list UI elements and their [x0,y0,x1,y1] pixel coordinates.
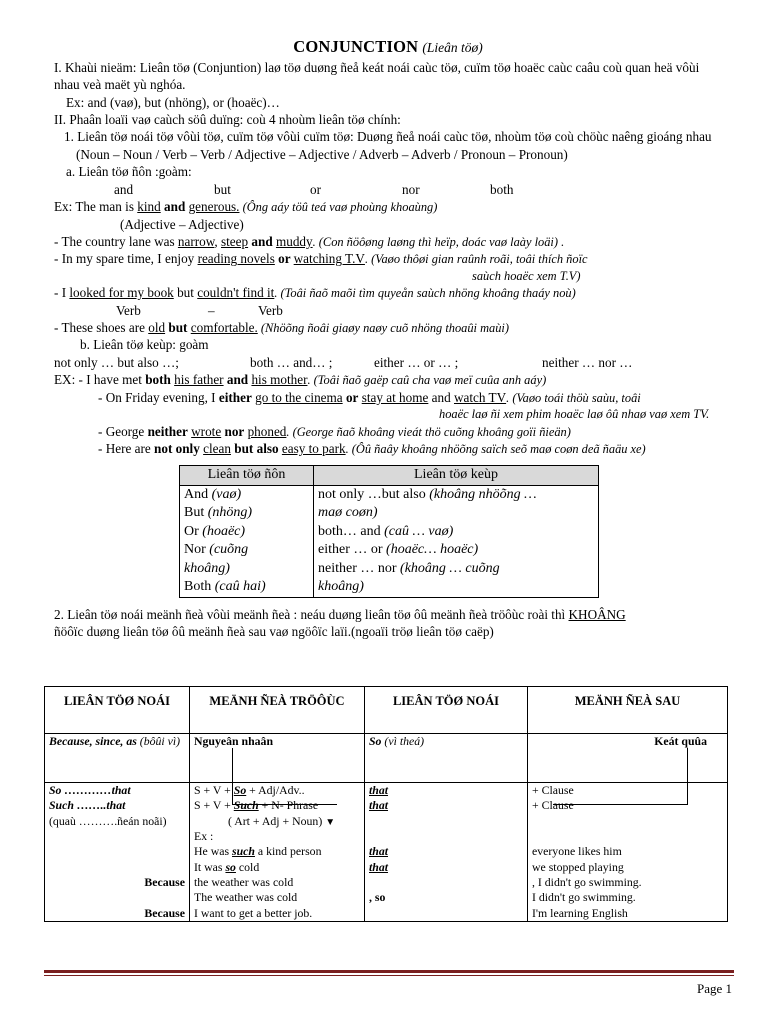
example-4: - I looked for my book but couldn't find it. (Toâi ñaõ maõi tìm quyeån saùch nhöng khoâng thaáy noù) [54,285,576,301]
table-header: LIEÂN TÖØ NOÁI [45,687,190,734]
list-item: either … or … ; [374,354,459,370]
table-header: MEÄNH ÑEÀ SAU [528,687,728,734]
table-header: LIEÂN TÖØ NOÁI [365,687,528,734]
example-b2-cont: hoaëc laø ñi xem phim hoaëc laø ôû nhaø vaø xem TV. [439,407,710,422]
list-item: and [114,181,134,197]
example-1-note: (Adjective – Adjective) [120,216,244,232]
simple-conjunction-list [54,181,722,198]
example-3-cont: saùch hoaëc xem T.V) [472,268,581,283]
conjunction-table [179,465,599,597]
list-item: nor [402,181,420,197]
example-b3: - George neither wrote nor phoned. (George ñaõ khoâng vieát thö cuõng khoâng goïi ñieän) [98,423,571,439]
list-item: not only … but also …; [54,354,179,370]
example-1: Ex: The man is kind and generous. (Ông aáy töû teá vaø phoùng khoaùng) [54,199,438,215]
footer-rule [44,975,734,976]
section-1-example: Ex: and (vaø), but (nhöng), or (hoaëc)… [66,94,280,110]
page-number: Page 1 [696,981,732,996]
table-header: Lieân töø keùp [314,466,599,485]
table-row: And (vaø) But (nhöng) Or (hoaëc) Nor (cuõng khoâng) Both (caû hai) not only …but also (khoâng nhöõng … maø coøn) both… and (caû … vaø) either … or (hoaëc… hoaëc) neither … nor (khoâng … cuõng khoâng) [180,485,599,596]
title-text: CONJUNCTION [293,37,419,56]
document-page [54,36,722,641]
section-2-1a: a. Lieân töø ñôn :goàm: [66,164,192,180]
section-2-1b: b. Lieân töø keùp: goàm [80,337,209,353]
list-item: neither … nor … [542,354,633,370]
section-1-definition: I. Khaùi nieäm: Lieân töø (Conjuntion) laø töø duøng ñeå keát noái caùc töø, cuïm töø hoaëc caùc caâu coù quan heä vôùi nhau veà maët yù nghóa. [54,59,700,93]
list-item: or [310,181,321,197]
section-2-1: 1. Lieân töø noái töø vôùi töø, cuïm töø vôùi cuïm töø: Duøng ñeå noái caùc töø, nhoùm töø coù chöùc naêng gioáng nhau (Noun – Noun / Verb – Verb / Adjective – Adjective / Adverb – Adverb / Pronoun – Pronoun) [64,129,712,162]
table-row: So …………that Such ……..that (quaù ……….ñeán noãi) Because Because S + V + So + Adj/Adv.. S + V + Such + N- Phrase ( Art + Adj + Noun) ▼ Ex : He was such a kind person It was so cold the weather was cold The weather was cold I want to get a better job. that that that that , so + Clause + Clause everyone likes him we stopped playing , I didn't go swimming. I didn't go swimming. I'm learning English [45,783,728,922]
table-header: Lieân töø ñôn [180,466,314,485]
title-vn: (Lieân töø) [422,40,483,55]
page-title [54,36,722,58]
example-2: - The country lane was narrow, steep and muddy. (Con ñöôøng laøng thì heïp, doác vaø laày loäi) . [54,233,565,249]
correlative-list [54,354,722,371]
table-row: Because, since, as (bôûi vì) Nguyeân nhaân So (vì theá) Keát quûa [45,734,728,783]
connector-line [687,748,688,804]
example-b2: - On Friday evening, I either go to the cinema or stay at home and watch TV. (Vaøo toái thöù saùu, toâi [98,389,641,405]
section-2-2: 2. Lieân töø noái meänh ñeà vôùi meänh ñeà : neáu duøng lieân töø ôû meänh ñeà tröôùc roài thì KHOÂNG ñöôïc duøng lieân töø ôû meänh ñeà sau vaø ngöôïc laïi.(ngoaïi tröø lieân töø caëp) [54,606,626,640]
connector-line [232,804,337,805]
example-b4: - Here are not only clean but also easy to park. (Ôû ñaây khoâng nhöõng saïch seõ maø coøn deã ñaäu xe) [98,440,646,456]
list-item: both [490,181,514,197]
connector-line [553,804,688,805]
example-4-note: Verb – Verb [116,302,283,318]
section-2-heading: II. Phaân loaïi vaø caùch söû duïng: coù 4 nhoùm lieân töø chính: [54,112,401,128]
list-item: but [214,181,231,197]
example-b1: EX: - I have met both his father and his mother. (Toâi ñaõ gaëp caû cha vaø meï cuûa anh aáy) [54,372,547,388]
footer-rule [44,970,734,973]
table-header: MEÄNH ÑEÀ TRÖÔÙC [190,687,365,734]
connector-line [232,748,233,804]
example-5: - These shoes are old but comfortable. (Nhöõng ñoâi giaøy naøy cuõ nhöng thoaûi maùi) [54,320,509,336]
list-item: both … and… ; [250,354,333,370]
example-3: - In my spare time, I enjoy reading novels or watching T.V. (Vaøo thôøi gian raûnh roãi, toâi thích ñoïc [54,251,588,267]
